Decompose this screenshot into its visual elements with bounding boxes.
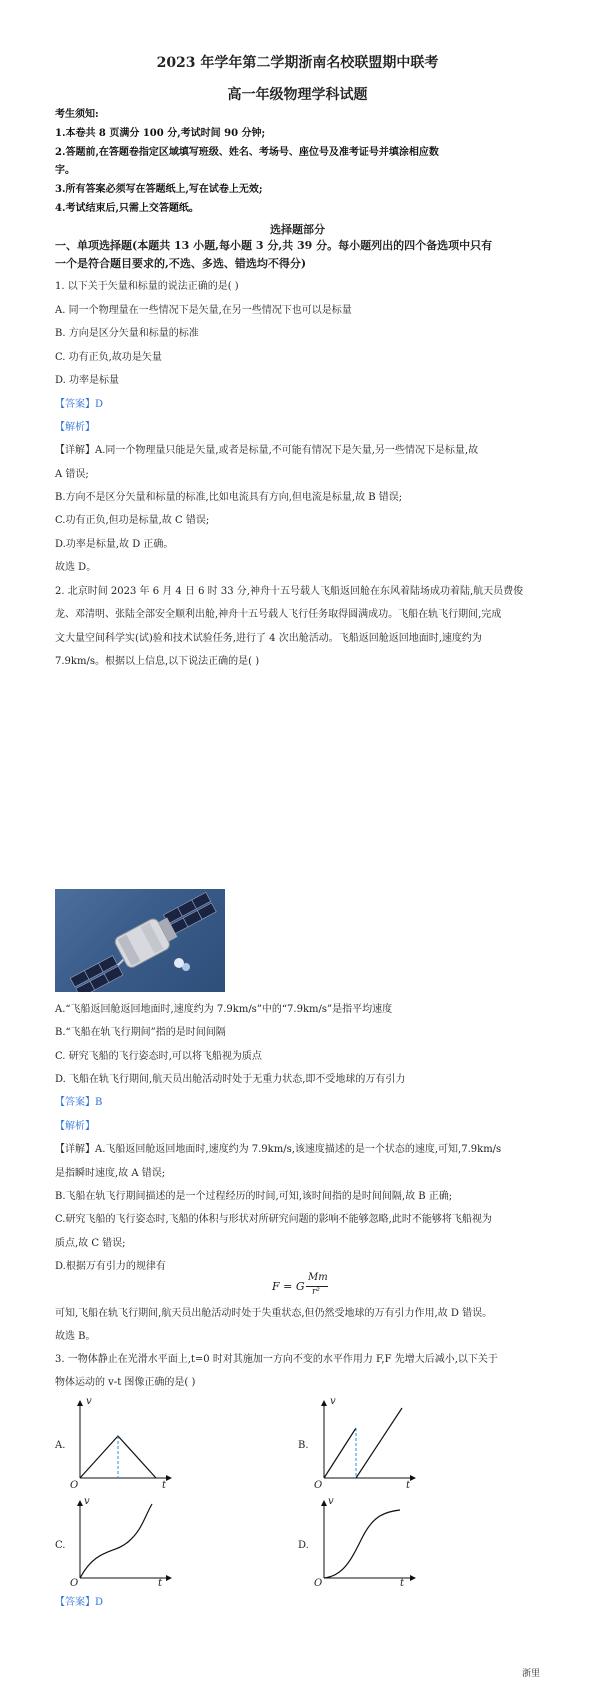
q1-option-c: C. 功有正负,故功是矢量 [55,352,162,363]
graph-d-t-label: t [400,1578,405,1589]
graph-c-origin: O [70,1578,79,1589]
graph-d [310,1498,420,1588]
notice-item: 4.考试结束后,只需上交答题纸。 [55,203,199,214]
q2-option-b: B.“飞船在轨飞行期间”指的是时间间隔 [55,1027,226,1038]
q2-detail: 是指瞬时速度,故 A 错误; [55,1168,166,1179]
notice-item: 3.所有答案必须写在答题纸上,写在试卷上无效; [55,184,263,195]
graph-d-option: D. [298,1540,309,1551]
formula-lhs: F = G [272,1280,305,1293]
q2-detail: C.研究飞船的飞行姿态时,飞船的体积与形状对所研究问题的影响不能够忽略,此时不能够将飞船视为 [55,1214,492,1225]
q1-detail: D.功率是标量,故 D 正确。 [55,539,174,550]
q2-option-c: C. 研究飞船的飞行姿态时,可以将飞船视为质点 [55,1051,262,1062]
graph-c [66,1498,176,1588]
q2-stem: 7.9km/s。根据以上信息,以下说法正确的是( ) [55,656,260,667]
graph-d-origin: O [314,1578,323,1589]
graph-a-t-label: t [162,1480,167,1491]
q1-answer: 【答案】D [55,399,104,410]
q1-detail: A 错误; [55,469,89,480]
q2-detail: 可知,飞船在轨飞行期间,航天员出舱活动时处于失重状态,但仍然受地球的万有引力作用,故 D 错误。 [55,1308,493,1319]
graph-c-v-label: v [84,1496,90,1507]
graph-a-option: A. [55,1440,66,1451]
graph-c-t-label: t [158,1578,163,1589]
q3-stem: 物体运动的 v-t 图像正确的是( ) [55,1377,196,1388]
graph-a [66,1398,176,1488]
exam-subtitle: 高一年级物理学科试题 [227,87,368,103]
section-intro: 一、单项选择题(本题共 13 小题,每小题 3 分,共 39 分。每小题列出的四个备选项中只有 [55,239,493,252]
notice-item: 1.本卷共 8 页满分 100 分,考试时间 90 分钟; [55,128,266,139]
q2-detail: 【详解】A.飞船返回舱返回地面时,速度约为 7.9km/s,该速度描述的是一个状态的速度,可知,7.9km/s [55,1144,502,1155]
graph-b-t-label: t [406,1480,411,1491]
graph-a-v-label: v [86,1396,92,1407]
q3-stem: 3. 一物体静止在光滑水平面上,t=0 时对其施加一方向不变的水平作用力 F,F 先增大后减小,以下关于 [55,1354,498,1365]
q1-stem: 1. 以下关于矢量和标量的说法正确的是( ) [55,281,239,292]
notice-item: 2.答题前,在答题卷指定区域填写班级、姓名、考场号、座位号及准考证号并填涂相应数 [55,147,439,158]
graph-b [310,1398,420,1488]
q1-option-b: B. 方向是区分矢量和标量的标准 [55,328,199,339]
q2-stem: 2. 北京时间 2023 年 6 月 4 日 6 时 33 分,神舟十五号载人飞船返回舱在东风着陆场成功着陆,航天员费俊 [55,586,524,597]
section-intro: 一个是符合题目要求的,不选、多选、错选均不得分) [55,257,307,270]
q1-option-d: D. 功率是标量 [55,375,120,386]
spacecraft-image [55,889,225,992]
q2-stem: 龙、邓清明、张陆全部安全顺利出舱,神舟十五号载人飞行任务取得圆满成功。飞船在轨飞行期间,完成 [55,609,502,620]
graph-b-v-label: v [330,1396,336,1407]
q2-stem: 文大量空间科学实(试)验和技术试验任务,进行了 4 次出舱活动。飞船返回舱返回地面时,速度约为 [55,633,482,644]
q1-detail: 【详解】A.同一个物理量只能是矢量,或者是标量,不可能有情况下是矢量,另一些情况下是标量,故 [55,445,479,456]
q2-detail: 故选 B。 [55,1331,96,1342]
q2-detail: 质点,故 C 错误; [55,1238,126,1249]
q1-detail: B.方向不是区分矢量和标量的标准,比如电流具有方向,但电流是标量,故 B 错误; [55,492,403,503]
graph-b-origin: O [314,1480,323,1491]
q2-analysis-label: 【解析】 [55,1121,95,1132]
q2-detail: D.根据万有引力的规律有 [55,1261,166,1272]
graph-c-option: C. [55,1540,66,1551]
notice-heading: 考生须知: [55,109,99,120]
exam-title: 2023 年学年第二学期浙南名校联盟期中联考 [156,55,439,71]
footer-mark: 浙里 [522,1669,541,1679]
q1-analysis-label: 【解析】 [55,422,95,433]
q2-detail: B.飞船在轨飞行期间描述的是一个过程经历的时间,可知,该时间指的是时间间隔,故 B 正确; [55,1191,453,1202]
graph-b-option: B. [298,1440,309,1451]
q1-detail: C.功有正负,但功是标量,故 C 错误; [55,515,210,526]
notice-item: 字。 [55,165,75,176]
graph-a-origin: O [70,1480,79,1491]
q1-detail: 故选 D。 [55,562,97,573]
q2-option-a: A.“飞船返回舱返回地面时,速度约为 7.9km/s”中的“7.9km/s”是指平均速度 [55,1004,393,1015]
q2-answer: 【答案】B [55,1097,103,1108]
q2-option-d: D. 飞船在轨飞行期间,航天员出舱活动时处于无重力状态,即不受地球的万有引力 [55,1074,406,1085]
graph-d-v-label: v [328,1496,334,1507]
formula-numerator: Mm [308,1272,328,1283]
formula-denominator: r² [312,1287,320,1297]
q1-option-a: A. 同一个物理量在一些情况下是矢量,在另一些情况下也可以是标量 [55,305,352,316]
q3-answer: 【答案】D [55,1597,104,1608]
section-title: 选择题部分 [270,223,325,236]
